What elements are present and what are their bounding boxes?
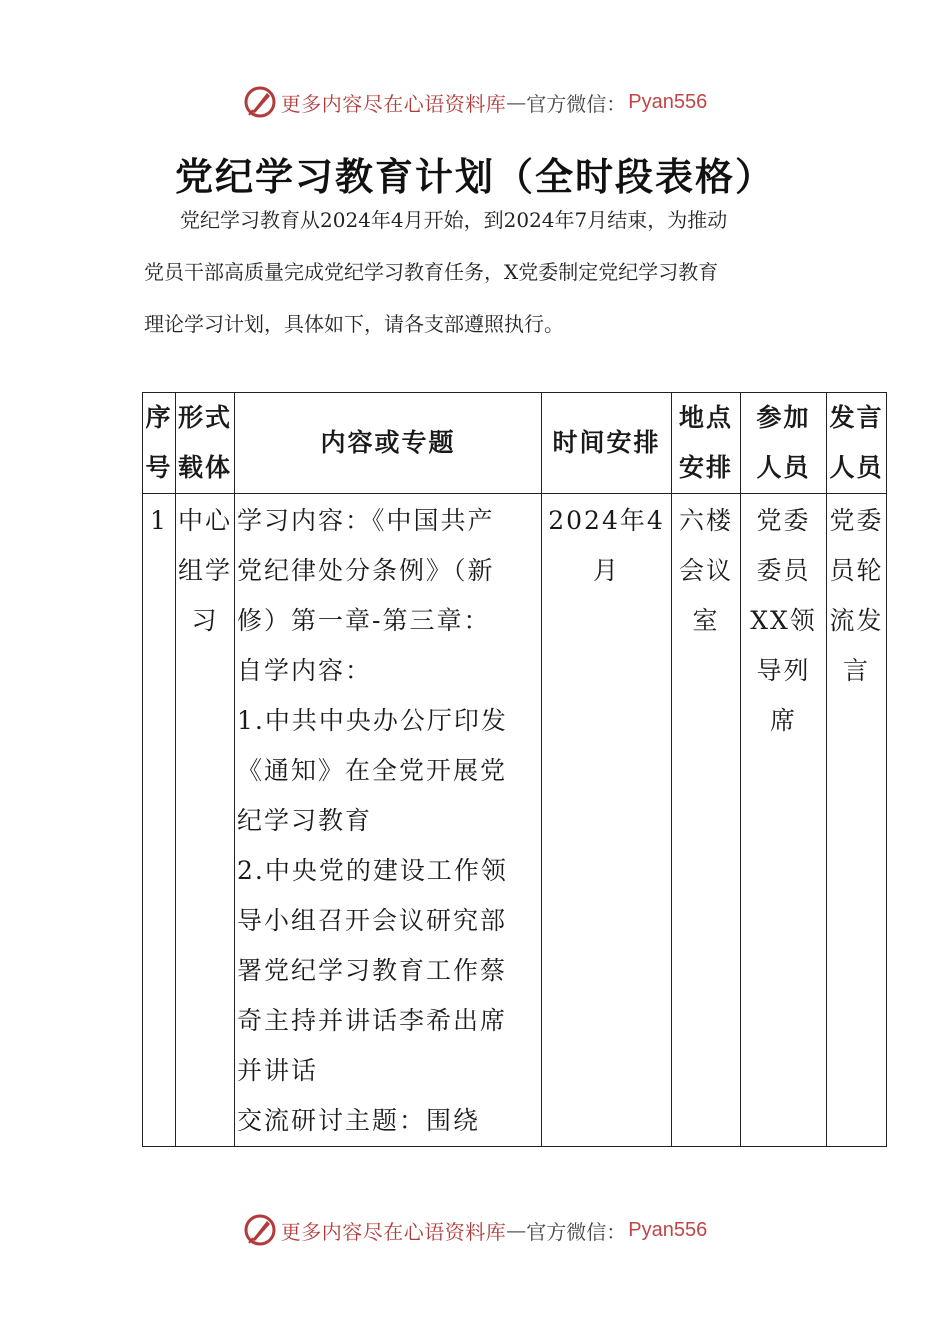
intro-paragraph	[144, 194, 804, 350]
table-header-row	[143, 393, 887, 494]
banner-wechat-id: Pyan556	[628, 90, 708, 113]
study-plan-table	[142, 392, 887, 1147]
banner-wechat-id: Pyan556	[628, 1218, 708, 1241]
header-banner	[0, 82, 950, 122]
banner-text: 更多内容尽在心语资料库	[280, 1219, 507, 1244]
banner-text: 更多内容尽在心语资料库	[280, 91, 507, 116]
intro-line-1: 党纪学习教育从2024年4月开始，到2024年7月结束，为推动	[180, 208, 728, 232]
footer-banner	[0, 1210, 950, 1250]
banner-label: 官方微信：	[526, 1219, 627, 1244]
quill-logo-icon	[243, 85, 277, 119]
cell-content: 学习内容：《中国共产 党纪律处分条例》（新 修）第一章-第三章： 自学内容： 1.中共中央办公厅印发 《通知》在全党开展党 纪学习教育 2.中央党的建设工作领 导小组召开会议研究部 署党纪学习教育工作蔡 奇主持并讲话李希出席 并讲话 交流研讨主题：围绕	[235, 494, 542, 1147]
cell-seq: 1	[143, 494, 176, 1147]
header-attendees: 参加 人员	[741, 393, 827, 494]
cell-speakers: 党委 员轮 流发 言	[827, 494, 887, 1147]
header-form: 形式 载体	[176, 393, 235, 494]
banner-separator: —	[506, 1218, 527, 1242]
cell-attendees: 党委 委员 XX领 导列 席	[741, 494, 827, 1147]
cell-time: 2024年4 月	[542, 494, 672, 1147]
cell-form: 中心 组学 习	[176, 494, 235, 1147]
banner-label: 官方微信：	[526, 91, 627, 116]
cell-place: 六楼 会议 室	[672, 494, 741, 1147]
header-speakers: 发言 人员	[827, 393, 887, 494]
intro-line-3: 理论学习计划，具体如下，请各支部遵照执行。	[144, 312, 564, 336]
header-time: 时间安排	[542, 393, 672, 494]
header-content: 内容或专题	[235, 393, 542, 494]
banner-separator: —	[506, 90, 527, 114]
quill-logo-icon	[243, 1213, 277, 1247]
header-place: 地点 安排	[672, 393, 741, 494]
intro-line-2: 党员干部高质量完成党纪学习教育任务，X党委制定党纪学习教育	[144, 260, 719, 284]
document-title: 党纪学习教育计划（全时段表格）	[174, 155, 775, 199]
table-row	[143, 494, 887, 1147]
header-seq: 序 号	[143, 393, 176, 494]
